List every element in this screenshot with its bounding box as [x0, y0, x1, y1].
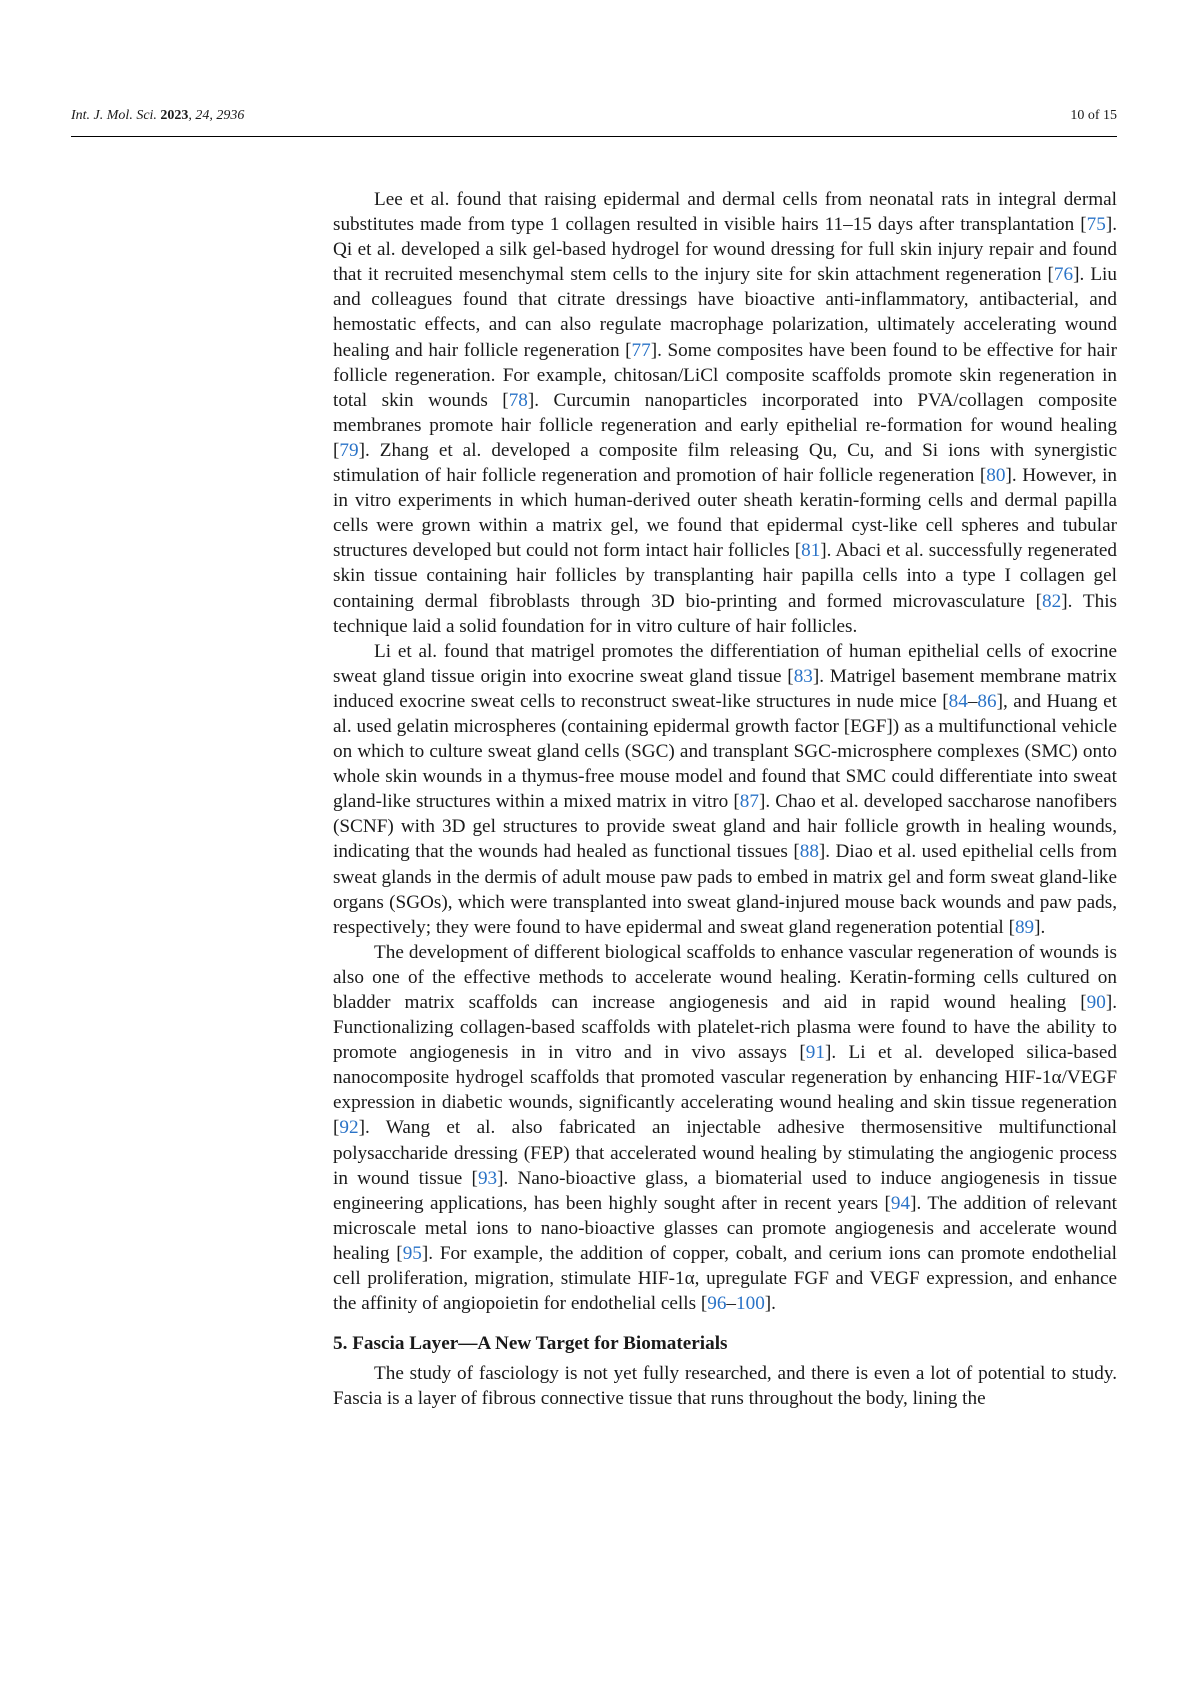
citation-link[interactable]: 90	[1086, 992, 1106, 1013]
text-run: ].	[764, 1293, 776, 1315]
citation-link[interactable]: 83	[793, 665, 813, 687]
text-run: ]. Diao et al. used epithelial cells from sweat glands in the dermis of adult mouse paw pads to embed in matrix gel and form sweat gland-like organs (SGOs), which were transplanted into sweat gland-injured mouse back wounds and paw pads, respectively; they were found to have epidermal and sweat gland regeneration potential [	[333, 841, 1118, 938]
text-run: ], and Huang et al. used gelatin microspheres (containing epidermal growth factor [EGF]) as a multifunctional vehicle on which to culture sweat gland cells (SGC) and transplant SGC-microsphere complexes (SMC) onto whole skin wounds in a thymus-free mouse model and found that SMC could differentiate into sweat gland-like structures within a mixed matrix in vitro [	[333, 690, 1117, 813]
citation-link[interactable]: 84	[948, 690, 968, 712]
main-text	[333, 187, 1117, 1412]
journal-year: 2023	[160, 108, 189, 123]
citation-link[interactable]: 78	[508, 389, 528, 411]
citation-link[interactable]: 89	[1014, 916, 1035, 938]
text-run: ]. Some composites have been found to be effective for hair follicle regeneration. For example, chitosan/LiCl composite scaffolds promote skin regeneration in total skin wounds [	[333, 339, 1117, 411]
text-run: ]. Qi et al. developed a silk gel-based hydrogel for wound dressing for full skin injury repair and found that it recruited mesenchymal stem cells to the injury site for skin attachment regeneration [	[333, 214, 1117, 286]
text-run: ]. Abaci et al. successfully regenerated skin tissue containing hair follicles by transplanting hair papilla cells into a type I collagen gel containing dermal fibroblasts through 3D bio-printing and formed microvasculature [	[333, 540, 1117, 612]
text-run: ]. Wang et al. also fabricated an injectable adhesive thermosensitive multifunctional polysaccharide dressing (FEP) that accelerated wound healing by stimulating the angiogenic process in wound tissue [	[333, 1117, 1117, 1189]
citation-link[interactable]: 86	[977, 690, 997, 712]
citation-link[interactable]: 91	[805, 1042, 825, 1064]
text-run: –	[967, 690, 978, 712]
citation-link[interactable]: 87	[739, 791, 759, 813]
text-run: –	[726, 1293, 737, 1315]
citation-link[interactable]: 94	[890, 1192, 911, 1214]
paragraph-vascular	[333, 940, 1117, 1316]
citation-link[interactable]: 79	[339, 439, 359, 461]
section-title: 5. Fascia Layer—A New Target for Biomaterials	[333, 1333, 728, 1355]
text-run: ]. Li et al. developed silica-based nanocomposite hydrogel scaffolds that promoted vascular regeneration by enhancing HIF-1α/VEGF expression in diabetic wounds, significantly accelerating wound healing and skin tissue regeneration [	[333, 1042, 1117, 1139]
paragraph-hair-follicle	[333, 187, 1117, 639]
text-run: ]. Zhang et al. developed a composite film releasing Qu, Cu, and Si ions with synergistic stimulation of hair follicle regeneration and promotion of hair follicle regeneration [	[333, 439, 1117, 487]
citation-link[interactable]: 80	[986, 465, 1006, 487]
text-run: ]. Curcumin nanoparticles incorporated into PVA/collagen composite membranes promote hair follicle regeneration and early epithelial re-formation for wound healing [	[333, 389, 1117, 461]
text-run: ]. This technique laid a solid foundation for in vitro culture of hair follicles.	[333, 590, 1118, 637]
journal-abbrev: Int. J. Mol. Sci.	[71, 108, 157, 123]
text-run: Li et al. found that matrigel promotes the differentiation of human epithelial cells of exocrine sweat gland tissue origin into exocrine sweat gland tissue [	[333, 640, 1117, 687]
citation-link[interactable]: 92	[339, 1117, 359, 1139]
citation-link[interactable]: 82	[1042, 590, 1062, 612]
text-run: ]. Chao et al. developed saccharose nanofibers (SCNF) with 3D gel structures to provide sweat gland and hair follicle growth in healing wounds, indicating that the wounds had healed as functional tissues [	[333, 791, 1117, 863]
citation-link[interactable]: 95	[402, 1242, 422, 1264]
text-run: ].	[1034, 916, 1046, 938]
citation-link[interactable]: 88	[799, 841, 819, 863]
citation-link[interactable]: 75	[1086, 214, 1106, 236]
text-run: Lee et al. found that raising epidermal and dermal cells from neonatal rats in integral dermal substitutes made from type 1 collagen resulted in visible hairs 11–15 days after transplantation [	[333, 189, 1117, 236]
citation-link[interactable]: 93	[477, 1167, 498, 1189]
journal-citation	[71, 108, 244, 124]
citation-link[interactable]: 76	[1053, 264, 1074, 286]
citation-link[interactable]: 96	[707, 1293, 727, 1315]
text-run: ]. The addition of relevant microscale metal ions to nano-bioactive glasses can promote angiogenesis and accelerate wound healing [	[333, 1192, 1117, 1264]
text-run: The development of different biological scaffolds to enhance vascular regeneration of wounds is also one of the effective methods to accelerate wound healing. Keratin-forming cells cultured on bladder matrix scaffolds can increase angiogenesis and aid in rapid wound healing [	[333, 941, 1117, 1013]
text-run: ]. However, in in vitro experiments in which human-derived outer sheath keratin-forming cells and dermal papilla cells were grown within a matrix gel, we found that epidermal cyst-like cell spheres and tubular structures developed but could not form intact hair follicles [	[333, 465, 1118, 562]
journal-volume-issue: , 24, 2936	[188, 108, 245, 123]
text-run: ]. Functionalizing collagen-based scaffolds with platelet-rich plasma were found to have the ability to promote angiogenesis in in vitro and in vivo assays [	[333, 992, 1117, 1064]
paragraph-sweat-gland	[333, 639, 1117, 940]
citation-link[interactable]: 77	[631, 339, 651, 361]
text-run: ]. For example, the addition of copper, cobalt, and cerium ions can promote endothelial cell proliferation, migration, stimulate HIF-1α, upregulate FGF and VEGF expression, and enhance the affinity of angiopoietin for endothelial cells [	[333, 1242, 1117, 1315]
citation-link[interactable]: 100	[736, 1293, 765, 1315]
text-run: ]. Matrigel basement membrane matrix induced exocrine sweat cells to reconstruct sweat-like structures in nude mice [	[333, 665, 1117, 712]
page-header	[71, 104, 1117, 137]
text-run: ]. Nano-bioactive glass, a biomaterial used to induce angiogenesis in tissue engineering applications, has been highly sought after in recent years [	[333, 1167, 1117, 1214]
paragraph-fascia: The study of fasciology is not yet fully researched, and there is even a lot of potential to study. Fascia is a layer of fibrous connective tissue that runs throughout the body, lining the	[333, 1363, 1117, 1410]
citation-link[interactable]: 81	[801, 540, 821, 562]
text-run: ]. Liu and colleagues found that citrate dressings have bioactive anti-inflammatory, antibacterial, and hemostatic effects, and can also regulate macrophage polarization, ultimately accelerating wound healing and hair follicle regeneration [	[333, 264, 1117, 361]
page-number: 10 of 15	[1070, 108, 1117, 123]
